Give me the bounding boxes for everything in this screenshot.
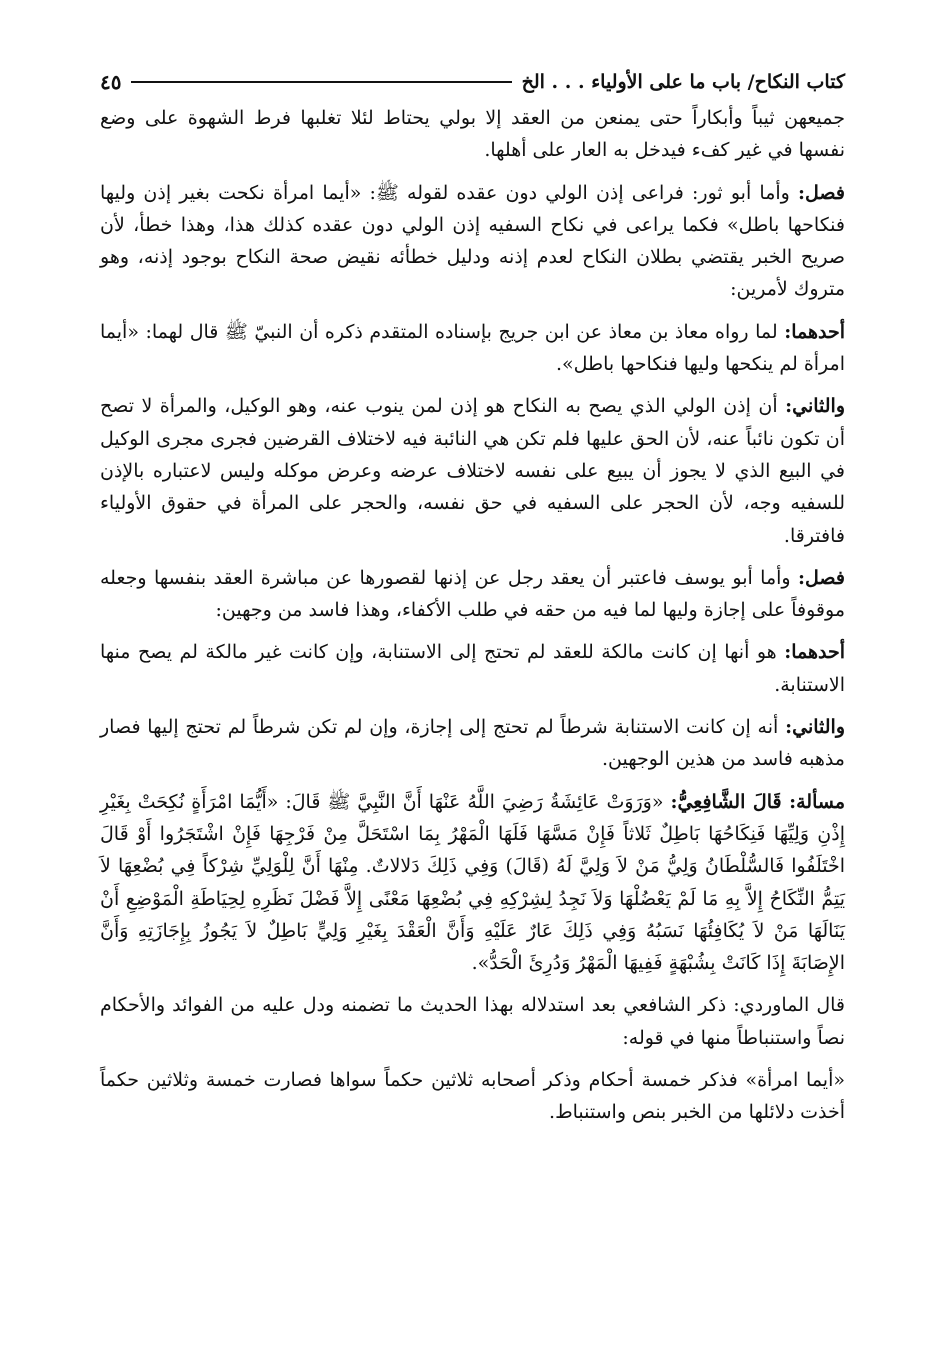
running-title: كتاب النكاح/ باب ما على الأولياء . . . الخ [521, 71, 845, 93]
paragraph-first-reason [100, 316, 845, 381]
paragraph-mawardi [100, 989, 845, 1054]
paragraph-text: جميعهن ثيباً وأبكاراً حتى يمنعن من العقد إلا بولي يحتاط لئلا تغلبها فرط الشهوة على وضع نفسها في غير كفء فيدخل به العار على أهلها. [100, 107, 845, 162]
paragraph-second-aspect [100, 711, 845, 776]
paragraph-rulings [100, 1064, 845, 1129]
paragraph-fasl-abu-yusuf [100, 562, 845, 627]
paragraph-first-aspect [100, 636, 845, 701]
paragraph-lead: فصل: [798, 181, 845, 204]
paragraph-continuation [100, 102, 845, 167]
paragraph-lead: أحدهما: [784, 320, 845, 343]
paragraph-text: قال الماوردي: ذكر الشافعي بعد استدلاله بهذا الحديث ما تضمنه ودل عليه من الفوائد والأحكام نصاً واستنباطاً منها في قوله: [100, 994, 845, 1049]
paragraph-lead: والثاني: [785, 395, 845, 418]
paragraph-text: هو أنها إن كانت مالكة للعقد لم تحتج إلى الاستنابة، وإن كانت غير مالكة لم يصح منها الاستنابة. [100, 641, 845, 696]
paragraph-text: «أيما امرأة» فذكر خمسة أحكام وذكر أصحابه ثلاثين حكماً سواها فصارت خمسة وثلاثين حكماً أخذت دلائلها من الخبر بنص واستنباط. [100, 1069, 845, 1124]
paragraph-text: أن إذن الولي الذي يصح به النكاح هو إذن لمن ينوب عنه، وهو الوكيل، والمرأة لا تصح أن تكون نائباً عنه، لأن الحق عليها فلم تكن هي النائبة فيه لاختلاف القرضين فجرى مجرى الوكيل في البيع الذي لا يجوز أن يبيع على نفسه لاختلاف عرضه وعرض موكله وليس لاعتباره بالإذن للسفيه وجه، لأن الحجر على السفيه في حق نفسه، والحجر على المرأة في حقوق الأولياء فافترقا. [100, 395, 845, 547]
paragraph-text: «وَرَوَتْ عَائِشَةُ رَضِيَ اللَّهُ عَنْهَا أَنَّ النَّبِيَّ ﷺ قَالَ: «أَيُّمَا امْرَأَةٍ نُكِحَتْ بِغَيْرِ إِذْنِ وَلِيِّهَا فَنِكَاحُهَا بَاطِلٌ ثَلاثاً فَإِنْ مَسَّهَا فَلَهَا الْمَهْرُ بِمَا اسْتَحَلَّ مِنْ فَرْجِهَا فَإِنْ اشْتَجَرُوا أَوْ قَالَ اخْتَلَفُوا فَالسُّلْطَانُ وَلِيُّ مَنْ لاَ وَلِيَّ لَهُ (قَالَ) وَفِي ذَلِكَ دَلالاتٌ. مِنْهَا أَنَّ لِلْوَلِيِّ شِرْكاً فِي بُضْعِهَا لاَ يَتِمُّ النِّكَاحُ إِلاَّ بِهِ مَا لَمْ يَعْضُلْهَا وَلاَ نَجِدُ لِشِرْكِهِ فِي بُضْعِهَا مَعْنًى إِلاَّ فَضْلَ نَظَرِهِ لِحِيَاطَةِ الْمَوْضِعِ أَنْ يَنَالَهَا مَنْ لاَ يُكَافِئُهَا نَسَبُهُ وَفِي ذَلِكَ عَارٌ عَلَيْهِ وَأَنَّ الْعَقْدَ بِغَيْرِ وَلِيٍّ بَاطِلٌ لاَ يَجُوزُ بِإِجَازَتِهِ وَأَنَّ الإِصَابَةَ إِذَا كَانَتْ بِشُبْهَةٍ فَفِيهَا الْمَهْرُ وَدُرِئَ الْحَدُّ». [100, 790, 845, 975]
paragraph-lead: والثاني: [785, 716, 845, 739]
paragraph-text: أنه إن كانت الاستنابة شرطاً لم تحتج إلى إجازة، وإن لم تكن شرطاً لم تحتج إليها فصار مذهبه فاسد من هذين الوجهين. [100, 716, 845, 771]
paragraph-masala-shafii [100, 786, 845, 980]
paragraph-lead: مسألة: قَالَ الشَّافِعِيُّ: [670, 790, 845, 813]
header-rule [131, 81, 511, 83]
page-number: ٤٥ [100, 70, 122, 94]
book-page [100, 62, 845, 1139]
paragraph-fasl-abu-thawr [100, 177, 845, 306]
paragraph-text: وأما أبو يوسف فاعتبر أن يعقد رجل عن إذنها لقصورها عن مباشرة العقد بنفسها وجعله موقوفاً على إجازة وليها لما فيه من حقه في طلب الأكفاء، وهذا فاسد من وجهين: [100, 566, 845, 622]
paragraph-text: لما رواه معاذ بن معاذ عن ابن جريج بإسناده المتقدم ذكره أن النبيّ ﷺ قال لهما: «أيما امرأة لم ينكحها وليها فنكاحها باطل». [100, 320, 845, 376]
paragraph-text: وأما أبو ثور: فراعى إذن الولي دون عقده لقوله ﷺ: «أيما امرأة نكحت بغير إذن وليها فنكاحها باطل» فكما يراعى في نكاح السفيه إذن الولي دون عقده كذلك هذا، وهذا خطأ، لأن صريح الخبر يقتضي بطلان النكاح لعدم إذنه ودليل خطأئه نقيض صحة النكاح بوجود إذنه، وهو متروك لأمرين: [100, 181, 845, 301]
running-header [100, 62, 845, 102]
paragraph-second-reason [100, 390, 845, 551]
paragraph-lead: أحدهما: [784, 641, 845, 664]
paragraph-lead: فصل: [798, 566, 845, 589]
